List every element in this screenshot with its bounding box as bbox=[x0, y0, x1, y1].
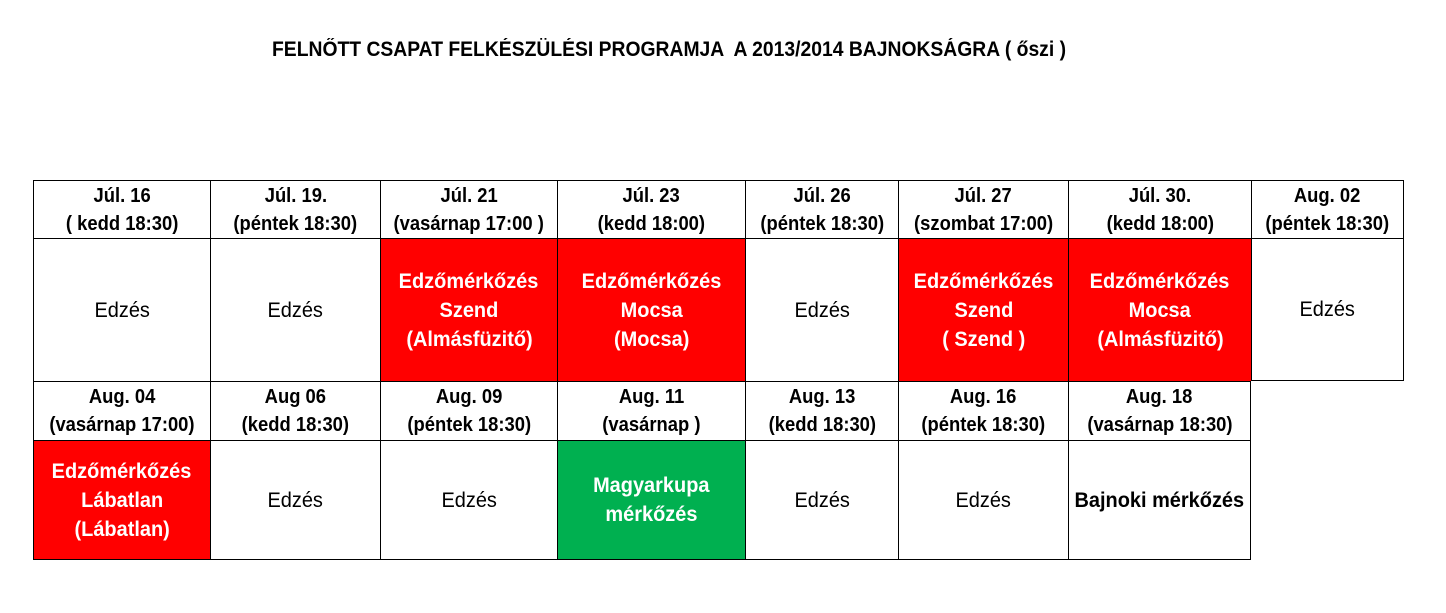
date-label: Júl. 16 bbox=[93, 184, 151, 207]
time-label: (vasárnap ) bbox=[602, 414, 701, 436]
training-cell bbox=[745, 440, 898, 560]
event-text: (Lábatlan) bbox=[74, 517, 170, 541]
date-header bbox=[1068, 381, 1251, 440]
event-text: Edzőmérkőzés bbox=[52, 459, 192, 483]
time-label: ( kedd 18:30) bbox=[65, 212, 179, 235]
event-text: Edzés bbox=[267, 488, 324, 512]
date-label: Aug. 04 bbox=[88, 386, 156, 408]
event-text: Edzőmérkőzés bbox=[913, 269, 1054, 293]
friendly-match-cell bbox=[557, 238, 745, 381]
date-label: Aug. 13 bbox=[788, 386, 856, 408]
date-header bbox=[380, 381, 557, 440]
training-cell bbox=[33, 238, 210, 381]
date-label: Aug. 18 bbox=[1126, 386, 1193, 408]
friendly-match-cell bbox=[33, 440, 210, 560]
event-text: Edzés bbox=[955, 488, 1012, 512]
time-label: (kedd 18:00) bbox=[597, 212, 706, 235]
friendly-match-cell bbox=[1068, 238, 1251, 381]
event-text: Edzőmérkőzés bbox=[1090, 269, 1230, 293]
date-label: Júl. 23 bbox=[622, 184, 681, 207]
time-label: (vasárnap 18:30) bbox=[1086, 414, 1233, 436]
time-label: (kedd 18:00) bbox=[1106, 212, 1214, 235]
event-text: Szend bbox=[954, 298, 1013, 322]
event-text: Edzés bbox=[794, 298, 850, 322]
time-label: (péntek 18:30) bbox=[1265, 212, 1390, 235]
event-text: (Almásfüzitő) bbox=[405, 327, 533, 351]
time-label: (kedd 18:30) bbox=[768, 414, 876, 436]
event-text: Mocsa bbox=[620, 298, 683, 322]
event-text: Magyarkupa bbox=[593, 474, 710, 497]
event-text: Edzés bbox=[794, 488, 850, 512]
event-text: Edzés bbox=[441, 488, 497, 512]
league-match-cell bbox=[1068, 440, 1251, 560]
date-label: Júl. 21 bbox=[440, 184, 498, 207]
date-label: Júl. 19. bbox=[264, 184, 327, 207]
event-text: Edzés bbox=[1299, 298, 1356, 321]
training-cell bbox=[380, 440, 557, 560]
date-header bbox=[898, 180, 1068, 238]
event-text: Edzés bbox=[94, 298, 150, 322]
event-text: (Almásfüzitő) bbox=[1096, 327, 1224, 351]
date-header bbox=[1068, 180, 1251, 238]
schedule-table bbox=[33, 180, 1404, 560]
date-label: Aug. 09 bbox=[435, 386, 503, 408]
event-text: ( Szend ) bbox=[941, 327, 1026, 351]
event-text: (Mocsa) bbox=[613, 327, 690, 351]
event-text: Bajnoki mérkőzés bbox=[1074, 488, 1245, 512]
time-label: (péntek 18:30) bbox=[760, 212, 884, 235]
time-label: (kedd 18:30) bbox=[241, 414, 350, 436]
date-header bbox=[898, 381, 1068, 440]
event-text: Edzőmérkőzés bbox=[399, 269, 539, 293]
time-label: (vasárnap 17:00 ) bbox=[393, 212, 545, 235]
time-label: (péntek 18:30) bbox=[921, 414, 1046, 436]
event-text: Edzőmérkőzés bbox=[581, 269, 722, 293]
time-label: (péntek 18:30) bbox=[407, 414, 531, 436]
date-label: Júl. 27 bbox=[954, 184, 1013, 207]
date-label: Aug. 02 bbox=[1294, 184, 1361, 207]
date-header bbox=[210, 180, 380, 238]
date-header bbox=[557, 180, 745, 238]
empty-cell bbox=[1251, 440, 1404, 560]
date-label: Aug. 16 bbox=[950, 386, 1017, 408]
date-header bbox=[380, 180, 557, 238]
event-text: Mocsa bbox=[1128, 298, 1192, 322]
date-header bbox=[745, 381, 898, 440]
date-label: Júl. 30. bbox=[1128, 184, 1192, 207]
training-cell bbox=[1251, 238, 1404, 381]
date-header bbox=[33, 381, 210, 440]
event-text: mérkőzés bbox=[605, 503, 698, 526]
cup-match-cell bbox=[557, 440, 745, 560]
event-text: Szend bbox=[439, 298, 499, 322]
date-label: Aug 06 bbox=[264, 386, 327, 408]
event-text: Lábatlan bbox=[80, 488, 164, 512]
time-label: (vasárnap 17:00) bbox=[49, 414, 195, 436]
page-title: FELNŐTT CSAPAT FELKÉSZÜLÉSI PROGRAMJA A 2013/2014 BAJNOKSÁGRA ( őszi ) bbox=[272, 38, 1067, 61]
training-cell bbox=[210, 440, 380, 560]
friendly-match-cell bbox=[380, 238, 557, 381]
event-text: Edzés bbox=[267, 298, 324, 322]
date-label: Aug. 11 bbox=[618, 386, 685, 408]
date-label: Júl. 26 bbox=[793, 184, 851, 207]
date-header bbox=[210, 381, 380, 440]
training-cell bbox=[210, 238, 380, 381]
date-header bbox=[33, 180, 210, 238]
date-header bbox=[557, 381, 745, 440]
time-label: (szombat 17:00) bbox=[913, 212, 1054, 235]
date-header bbox=[745, 180, 898, 238]
training-cell bbox=[745, 238, 898, 381]
date-header bbox=[1251, 180, 1404, 238]
time-label: (péntek 18:30) bbox=[233, 212, 358, 235]
empty-cell bbox=[1251, 381, 1404, 440]
friendly-match-cell bbox=[898, 238, 1068, 381]
training-cell bbox=[898, 440, 1068, 560]
